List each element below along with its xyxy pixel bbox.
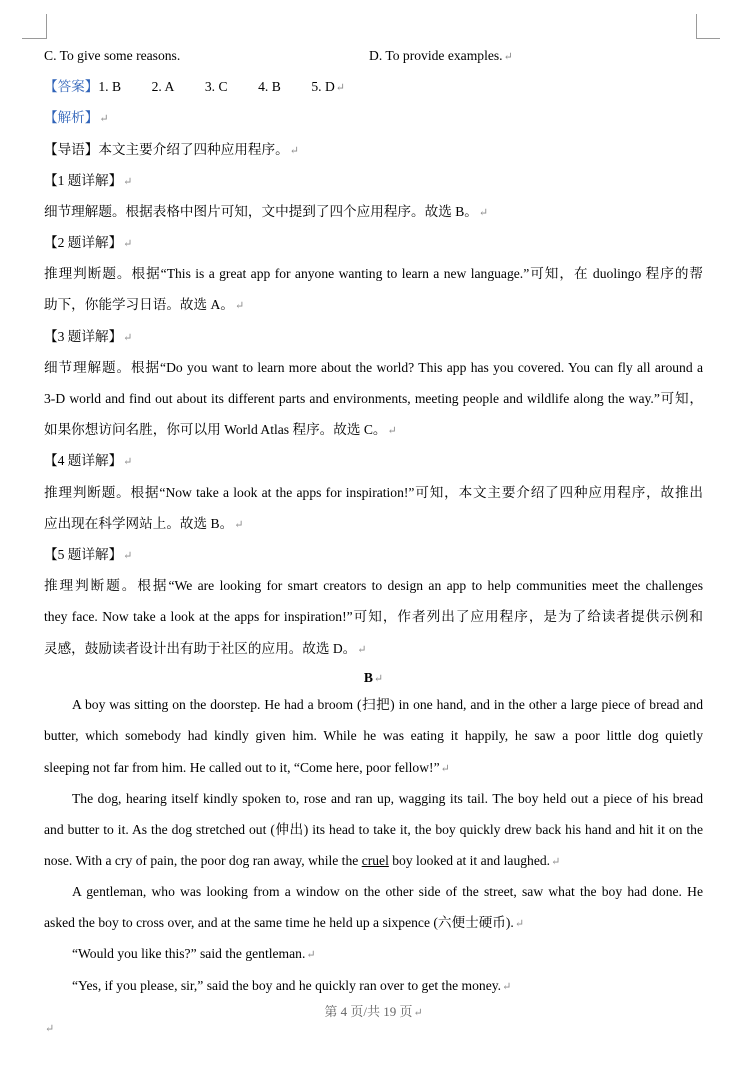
q5-line-2: they face. Now take a look at the apps for inspiration!”可知，作者列出了应用程序，是为了给读者提供示例和	[44, 609, 703, 624]
q5-title: 【5 题详解】↵	[44, 547, 133, 562]
crop-mark-top-left-horizontal	[22, 38, 47, 39]
story-p5: “Yes, if you please, sir,” said the boy and he quickly ran over to get the money.↵	[72, 978, 512, 993]
answer-row: 【答案】1. B 2. A 3. C 4. B 5. D↵	[44, 79, 345, 94]
option-c: C. To give some reasons.	[44, 48, 181, 63]
q2-line-2: 助下，你能学习日语。故选 A。↵	[44, 297, 245, 312]
story-p2-line-1: The dog, hearing itself kindly spoken to, rose and ran up, wagging its tail. The boy held out a piece of his bread	[72, 791, 703, 806]
q5-line-1: 推理判断题。根据“We are looking for smart creators to design an app to help communities meet the challenges	[44, 578, 703, 593]
q4-line-2: 应出现在科学网站上。故选 B。↵	[44, 516, 244, 531]
analysis-label-row: 【解析】↵	[44, 110, 109, 125]
answer-label: 【答案】	[44, 79, 99, 94]
option-d: D. To provide examples.↵	[369, 48, 513, 63]
guide-text: 【导语】本文主要介绍了四种应用程序。	[44, 142, 289, 157]
answer-list: 1. B 2. A 3. C 4. B 5. D	[98, 79, 335, 94]
crop-mark-top-right-horizontal	[696, 38, 720, 39]
q1-title: 【1 题详解】↵	[44, 173, 133, 188]
story-p1-line-3: sleeping not far from him. He called out to it, “Come here, poor fellow!”↵	[44, 760, 450, 775]
q3-title: 【3 题详解】↵	[44, 329, 133, 344]
underlined-word: cruel	[361, 853, 389, 868]
section-heading: B↵	[363, 670, 384, 685]
story-p2-line-3: nose. With a cry of pain, the poor dog ran away, while the cruel boy looked at it and laughed.↵	[44, 853, 561, 868]
story-p1-line-1: A boy was sitting on the doorstep. He had a broom (扫把) in one hand, and in the other a large piece of bread and	[72, 697, 703, 712]
crop-mark-top-left-vertical	[46, 14, 47, 38]
story-p1-line-2: butter, which somebody had kindly given him. While he was eating it happily, he saw a poor little dog quietly	[44, 728, 703, 743]
story-p2-line-2: and butter to it. As the dog stretched out (伸出) its head to take it, the boy quickly drew back his hand and hit it on the	[44, 822, 703, 837]
q4-title: 【4 题详解】↵	[44, 453, 133, 468]
q2-title: 【2 题详解】↵	[44, 235, 133, 250]
trailing-paragraph-mark: ↵	[45, 1023, 55, 1035]
q3-line-2: 3-D world and find out about its different parts and environments, meeting people and wildlife along the way.”可知，	[44, 391, 703, 406]
analysis-label: 【解析】	[44, 110, 99, 125]
story-p4: “Would you like this?” said the gentleman.↵	[72, 946, 316, 961]
q2-line-1: 推理判断题。根据“This is a great app for anyone wanting to learn a new language.”可知，在 duolingo 程序的帮	[44, 266, 703, 281]
q1-text: 细节理解题。根据表格中图片可知，文中提到了四个应用程序。故选 B。↵	[44, 204, 489, 219]
story-p3-line-1: A gentleman, who was looking from a window on the other side of the street, saw what the boy had done. He	[72, 884, 703, 899]
q3-line-1: 细节理解题。根据“Do you want to learn more about the world? This app has you covered. You can fly all around a	[44, 360, 703, 375]
q4-line-1: 推理判断题。根据“Now take a look at the apps for inspiration!”可知，本文主要介绍了四种应用程序，故推出	[44, 485, 703, 500]
q5-line-3: 灵感，鼓励读者设计出有助于社区的应用。故选 D。↵	[44, 641, 367, 656]
q3-line-3: 如果你想访问名胜，你可以用 World Atlas 程序。故选 C。↵	[44, 422, 397, 437]
story-p3-line-2: asked the boy to cross over, and at the same time he held up a sixpence (六便士硬币).↵	[44, 915, 525, 930]
page-footer: 第 4 页/共 19 页↵	[324, 1004, 423, 1019]
guide-row: 【导语】本文主要介绍了四种应用程序。↵	[44, 142, 299, 157]
crop-mark-top-right-vertical	[696, 14, 697, 38]
options-row	[44, 46, 703, 66]
